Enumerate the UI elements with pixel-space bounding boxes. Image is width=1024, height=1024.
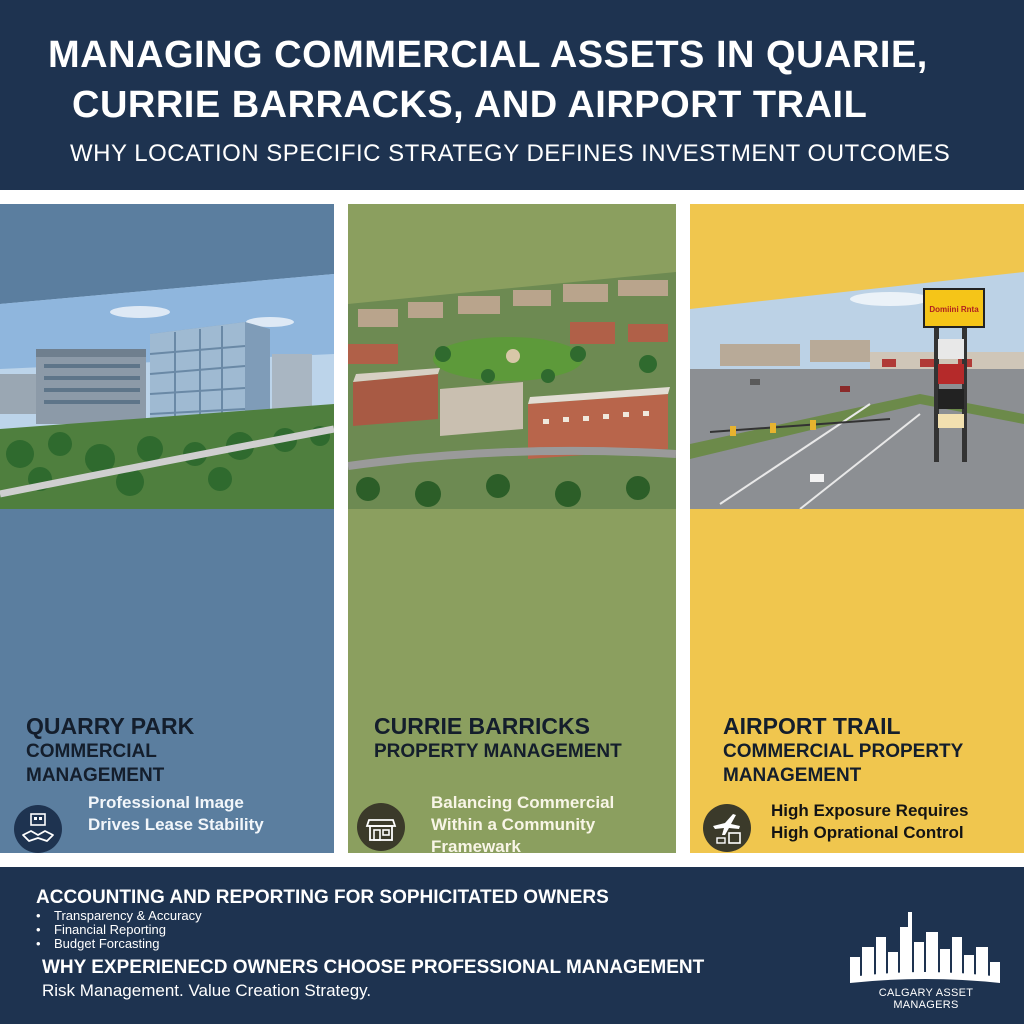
community-aerial-photo [348,204,676,509]
airport-trail-heading: AIRPORT TRAIL COMMERCIAL PROPERTY MANAGEMENT [723,713,964,786]
title-line-1: MANAGING COMMERCIAL ASSETS IN QUARIE, [48,34,928,76]
airport-trail-panel [690,204,1024,853]
page-subtitle: WHY LOCATION SPECIFIC STRATEGY DEFINES INVESTMENT OUTCOMES [70,140,951,167]
quarry-park-heading: QUARRY PARK COMMERCIAL MANAGEMENT [26,713,195,786]
quarry-park-tagline: Professional Image Drives Lease Stability [88,793,264,834]
page-title [48,30,988,130]
office-buildings-photo [0,204,334,509]
list-item: • Transparency & Accuracy [36,909,202,923]
city-skyline-logo-icon [850,907,1000,987]
storefront-icon [357,803,405,851]
currie-barracks-panel [348,204,676,853]
why-subtitle: Risk Management. Value Creation Strategy. [42,981,372,1000]
title-line-2: CURRIE BARRACKS, AND AIRPORT TRAIL [72,84,868,126]
list-item: • Budget Forcasting [36,937,202,951]
accounting-heading: ACCOUNTING AND REPORTING FOR SOPHICITATED OWNERS [36,887,609,908]
airport-trail-tagline: High Exposure Requires High Oprational Control [771,801,969,842]
currie-barracks-heading: CURRIE BARRICKS PROPERTY MANAGEMENT [374,713,622,762]
quarry-park-panel [0,204,334,853]
list-item: • Financial Reporting [36,923,202,937]
logo-text: CALGARY ASSET MANAGERS [878,987,974,1011]
footer-banner [0,867,1024,1024]
why-heading: WHY EXPERIENECD OWNERS CHOOSE PROFESSIONAL MANAGEMENT [42,957,705,978]
accounting-list [36,909,202,951]
highway-retail-photo [690,204,1024,509]
handshake-building-icon [14,805,62,853]
currie-barracks-tagline: Balancing Commercial Within a Community Framewark [431,793,615,853]
airplane-building-icon [703,804,751,852]
billboard-sign-text: Domiini Rnta [929,305,979,314]
header-banner [0,0,1024,190]
